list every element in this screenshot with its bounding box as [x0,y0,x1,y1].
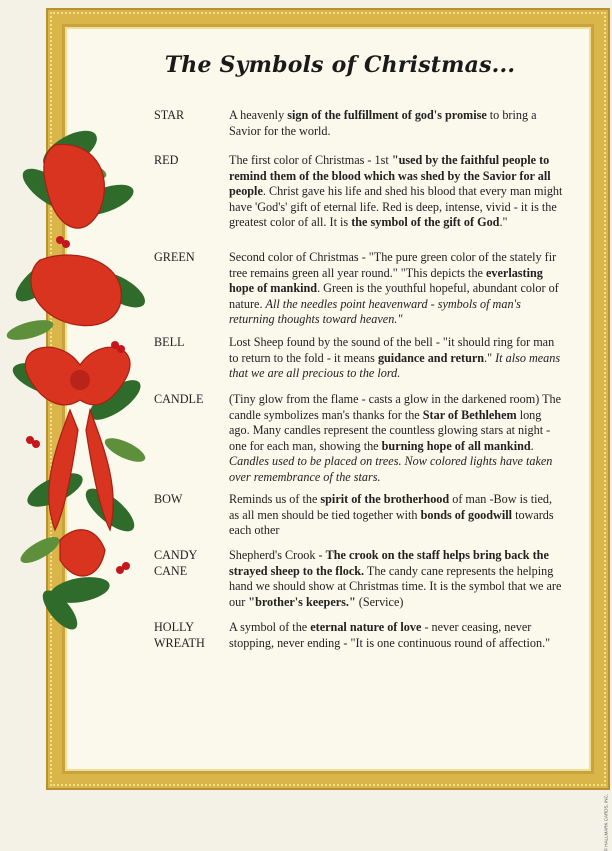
description-text: Shepherd's Crook - [229,548,326,562]
symbol-term: BOW [154,492,183,506]
description-text: the symbol of the gift of God [351,215,500,230]
symbol-term: CANDY CANE [154,548,197,578]
description-text: (Service) [355,594,404,609]
description-text: burning hope of all mankind [381,438,531,453]
description-text: "brother's keepers." [248,594,356,609]
symbol-description [229,250,564,328]
description-text: Lost Sheep found by the sound of the bell - "it should ring for man to return to the fold - it means [229,335,555,365]
symbol-description [229,153,564,231]
symbol-term: BELL [154,335,185,349]
description-text: (Tiny glow from the flame - casts a glow in the darkened room) The candle symbolizes man's thanks for the [229,392,562,422]
description-text: It also means that we are all precious to the lord. [229,350,561,381]
description-text: bonds of goodwill [420,507,513,522]
description-text: The candy cane represents the helping hand we should show at Christmas time. It is the symbol that we are our [229,563,562,609]
symbol-description [229,548,564,610]
description-text: The first color of Christmas - 1st [229,153,392,167]
symbol-description [229,108,564,139]
description-text: ." [484,350,496,365]
symbol-term: CANDLE [154,392,204,406]
description-text: guidance and return [377,350,485,365]
description-text: eternal nature of love [310,620,422,634]
description-text: . Christ gave his life and shed his blood that every man might have 'God's' gift of eternal life. Red is deep, intense, vivid - it is the greatest color of all. It is [229,184,563,230]
symbol-description [229,335,564,382]
description-text: All the needles point heavenward - symbols of man's returning thoughts toward heaven." [229,296,521,327]
description-text: sign of the fulfillment of god's promise [287,108,487,122]
description-text: . [530,438,534,453]
page-title: The Symbols of Christmas... [164,52,516,78]
symbol-term: GREEN [154,250,195,264]
description-text: Star of Bethlehem [422,407,517,422]
symbol-description [229,620,564,651]
description-text: towards each other [229,507,554,538]
description-text: . Green is the youthful hopeful, abundant color of nature. [229,281,559,311]
description-text: "used by the faithful people to remind them of the blood which was shed by the Savior for all people [229,153,551,199]
description-text: long ago. Many candles represent the countless glowing stars at night - one for each man, showing the [229,407,551,453]
description-text: Candles used to be placed on trees. Now colored lights have taken over remembrance of the stars. [229,454,553,484]
description-text: everlasting hope of mankind [229,265,543,296]
holly-bow-garland-icon [0,130,150,630]
description-text: Second color of Christmas - "The pure green color of the stately fir tree remains green all year round." "This depicts the [229,250,557,280]
description-text: ." [499,215,508,230]
symbol-description [229,392,564,486]
copyright-footer: © HALLMARK CARDS, INC. [603,794,608,851]
description-text: A heavenly [229,108,288,122]
description-text: A symbol of the [229,620,311,634]
description-text: to bring a Savior for the world. [229,108,537,138]
description-text: The crook on the staff helps bring back the strayed sheep to the flock. [229,548,549,578]
description-text: of man -Bow is tied, as all men should be tied together with [229,492,553,522]
symbol-description [229,492,564,539]
description-text: - never ceasing, never stopping, never ending - "It is one continuous round of affection." [229,620,551,650]
description-text: Reminds us of the [229,492,321,506]
symbol-term: HOLLY WREATH [154,620,205,650]
symbol-term: STAR [154,108,185,122]
symbol-term: RED [154,153,179,167]
description-text: spirit of the brotherhood [320,492,450,506]
